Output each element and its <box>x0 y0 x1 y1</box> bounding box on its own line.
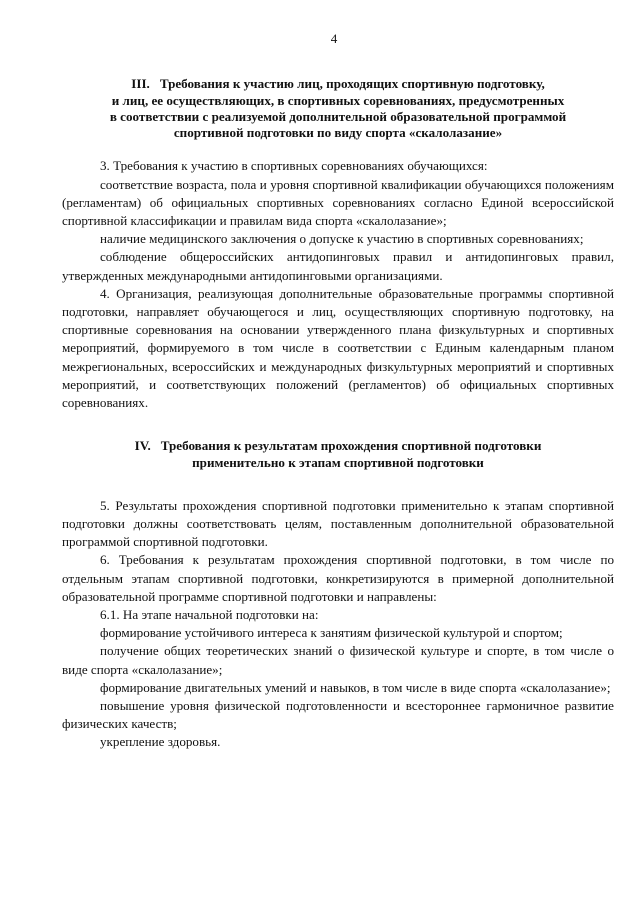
section-4-heading-line-2: применительно к этапам спортивной подготовки <box>192 454 484 470</box>
document-page <box>62 30 614 752</box>
section-4-body <box>62 497 614 752</box>
section-3-heading <box>62 76 614 141</box>
paragraph-3-item-2: наличие медицинского заключения о допуске к участию в спортивных соревнованиях; <box>100 231 584 247</box>
section-3-number: III. <box>131 76 150 92</box>
section-3-heading-line-3: в соответствии с реализуемой дополнительной образовательной программой <box>109 108 567 124</box>
section-4-heading-line-1 <box>62 438 614 454</box>
paragraph-6: 6. Требования к результатам прохождения спортивной подготовки, в том числе по отдельным этапам спортивной подготовки, конкретизируются в примерной дополнительной образовательной программе спортивной подготовки и направлены: <box>62 552 614 604</box>
page-number: 4 <box>330 31 338 46</box>
paragraph-3-item-3: соблюдение общероссийских антидопинговых правил и антидопинговых правил, утвержденных международными антидопинговыми организациями. <box>62 249 614 283</box>
section-4-heading-text-1: Требования к результатам прохождения спортивной подготовки <box>160 438 542 454</box>
paragraph-3: 3. Требования к участию в спортивных соревнованиях обучающихся: <box>100 158 488 174</box>
paragraph-6-1-item-2: получение общих теоретических знаний о физической культуре и спорте, в том числе о виде спорта «скалолазание»; <box>62 643 614 677</box>
paragraph-6-1-item-5: укрепление здоровья. <box>100 734 221 750</box>
paragraph-6-1-item-4: повышение уровня физической подготовленности и всестороннее гармоничное развитие физических качеств; <box>62 698 614 732</box>
paragraph-3-item-1: соответствие возраста, пола и уровня спортивной квалификации обучающихся положениям (регламентам) об официальных спортивных соревнованиях согласно Единой всероссийской спортивной классификации и правилам вида спорта «скалолазание»; <box>62 176 614 228</box>
section-4-number: IV. <box>134 438 151 454</box>
paragraph-5: 5. Результаты прохождения спортивной подготовки применительно к этапам спортивной подготовки должны соответствовать целям, поставленным дополнительной образовательной программой спортивной подготовки. <box>62 497 614 550</box>
paragraph-6-1-item-3: формирование двигательных умений и навыков, в том числе в виде спорта «скалолазание»; <box>100 679 611 695</box>
section-3-heading-line-2: и лиц, ее осуществляющих, в спортивных соревнованиях, предусмотренных <box>111 92 565 108</box>
section-3-heading-line-4: спортивной подготовки по виду спорта «скалолазание» <box>173 125 503 141</box>
section-3-heading-line-1 <box>62 76 614 92</box>
section-3-body <box>62 157 614 412</box>
paragraph-4: 4. Организация, реализующая дополнительные образовательные программы спортивной подготовки, направляет обучающегося и лиц, осуществляющих спортивную подготовку, на спортивные соревнования на основании утвержденного плана физкультурных и спортивных мероприятий, формируемого в том числе в соответствии с Единым календарным планом межрегиональных, всероссийских и международных физкультурных мероприятий и спортивных мероприятий, и соответствующих положений (регламентов) об официальных спортивных соревнованиях. <box>62 285 614 411</box>
section-4-heading <box>62 438 614 471</box>
section-3-heading-text-1: Требования к участию лиц, проходящих спортивную подготовку, <box>159 76 545 92</box>
paragraph-6-1-item-1: формирование устойчивого интереса к занятиям физической культурой и спортом; <box>100 625 563 641</box>
paragraph-6-1: 6.1. На этапе начальной подготовки на: <box>100 607 319 623</box>
